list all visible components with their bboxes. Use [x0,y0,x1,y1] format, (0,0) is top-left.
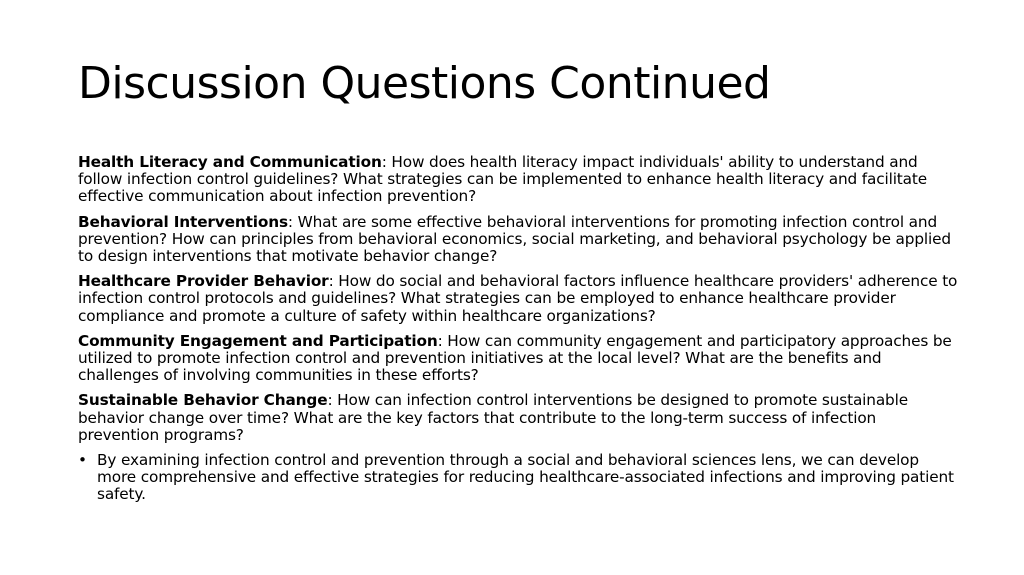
discussion-question-provider-behavior [78,273,958,325]
discussion-question-community-engagement [78,333,958,385]
bullet-marker: • [78,451,87,470]
question-text: : How does health literacy impact individuals' ability to understand and follow infection control guidelines? What strategies can be implemented to enhance health literacy and facilitate effective communication about infection prevention? [78,153,927,206]
question-term: Community Engagement and Participation [78,331,438,350]
question-text: : How can community engagement and participatory approaches be utilized to promote infection control and prevention initiatives at the local level? What are the benefits and challenges of involving communities in these efforts? [78,331,952,385]
summary-bullet [78,452,958,504]
question-text: : How can infection control interventions be designed to promote sustainable behavior change over time? What are the key factors that contribute to the long-term success of infection prevention programs? [78,391,908,444]
discussion-question-health-literacy [78,154,958,206]
question-term: Behavioral Interventions [78,212,288,231]
question-term: Sustainable Behavior Change [78,391,328,410]
bullet-text: By examining infection control and prevention through a social and behavioral sciences lens, we can develop more comprehensive and effective strategies for reducing healthcare-associated infections and improving patient safety. [97,451,954,504]
question-text: : How do social and behavioral factors influence healthcare providers' adherence to infection control protocols and guidelines? What strategies can be employed to enhance healthcare provider compliance and promote a culture of safety within healthcare organizations? [78,272,958,325]
slide-title: Discussion Questions Continued [78,58,771,109]
slide-body [78,154,958,504]
question-term: Health Literacy and Communication [78,153,382,171]
discussion-question-behavioral-interventions [78,214,958,266]
question-text: : What are some effective behavioral interventions for promoting infection control and prevention? How can principles from behavioral economics, social marketing, and behavioral psychology be applied to design interventions that motivate behavior change? [78,212,951,266]
discussion-question-sustainable-change [78,392,958,444]
question-term: Healthcare Provider Behavior [78,272,329,291]
